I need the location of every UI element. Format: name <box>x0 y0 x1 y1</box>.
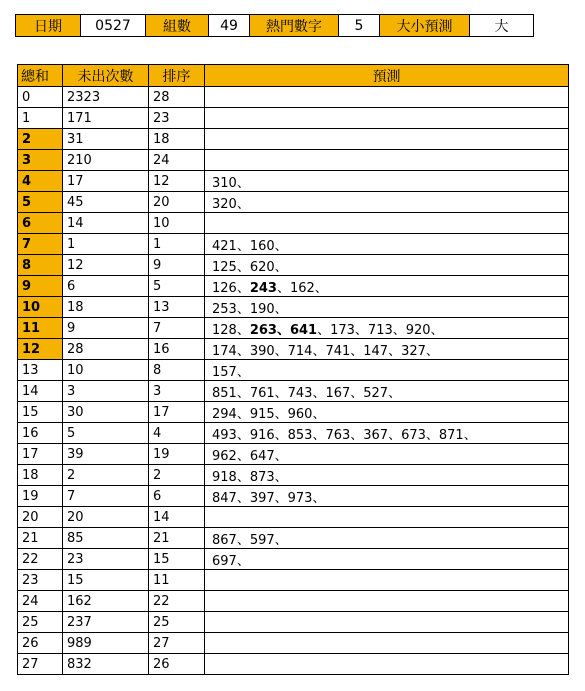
misses-cell: 85 <box>63 528 149 549</box>
prediction-cell <box>205 297 569 318</box>
misses-cell: 18 <box>63 297 149 318</box>
prediction-table <box>17 64 569 675</box>
table-row <box>18 150 569 171</box>
misses-cell: 45 <box>63 192 149 213</box>
sum-cell: 11 <box>18 318 63 339</box>
prediction-cell <box>205 402 569 423</box>
prediction-text: 320、 <box>212 196 250 212</box>
prediction-text: 、162、 <box>276 280 328 296</box>
misses-cell: 171 <box>63 108 149 129</box>
prediction-text: 157、 <box>212 364 250 380</box>
table-row <box>18 87 569 108</box>
prediction-text-bold: 243 <box>249 280 277 296</box>
sum-cell: 4 <box>18 171 63 192</box>
column-header-sum: 總和 <box>18 65 63 87</box>
prediction-cell <box>205 171 569 192</box>
rank-cell: 15 <box>149 549 205 570</box>
sum-cell: 7 <box>18 234 63 255</box>
rank-cell: 17 <box>149 402 205 423</box>
rank-cell: 10 <box>149 213 205 234</box>
sum-cell: 5 <box>18 192 63 213</box>
prediction-cell <box>205 612 569 633</box>
prediction-text: 697、 <box>212 553 250 569</box>
info-table <box>15 14 534 37</box>
rank-cell: 22 <box>149 591 205 612</box>
prediction-text: 294、915、960、 <box>212 406 326 422</box>
rank-cell: 7 <box>149 318 205 339</box>
prediction-text: 851、761、743、167、527、 <box>212 385 402 401</box>
hot-number-label: 熱門數字 <box>250 15 339 37</box>
rank-cell: 23 <box>149 108 205 129</box>
sum-cell: 23 <box>18 570 63 591</box>
table-row <box>18 213 569 234</box>
table-row <box>18 507 569 528</box>
misses-cell: 7 <box>63 486 149 507</box>
prediction-text: 962、647、 <box>212 448 288 464</box>
prediction-text: 310、 <box>212 175 250 191</box>
table-row <box>18 402 569 423</box>
table-row <box>18 465 569 486</box>
prediction-text-bold: 263、641 <box>249 322 318 338</box>
group-count-label: 組數 <box>146 15 209 37</box>
table-row <box>18 129 569 150</box>
misses-cell: 23 <box>63 549 149 570</box>
prediction-text: 128、 <box>212 322 250 338</box>
misses-cell: 2323 <box>63 87 149 108</box>
rank-cell: 26 <box>149 654 205 675</box>
prediction-cell <box>205 591 569 612</box>
rank-cell: 19 <box>149 444 205 465</box>
prediction-cell <box>205 423 569 444</box>
prediction-cell <box>205 654 569 675</box>
prediction-text: 、173、713、920、 <box>317 322 444 338</box>
misses-cell: 3 <box>63 381 149 402</box>
rank-cell: 14 <box>149 507 205 528</box>
misses-cell: 31 <box>63 129 149 150</box>
misses-cell: 2 <box>63 465 149 486</box>
prediction-cell <box>205 486 569 507</box>
table-row <box>18 318 569 339</box>
table-row <box>18 360 569 381</box>
prediction-text: 174、390、714、741、147、327、 <box>212 343 439 359</box>
sum-cell: 10 <box>18 297 63 318</box>
misses-cell: 10 <box>63 360 149 381</box>
prediction-cell <box>205 276 569 297</box>
table-row <box>18 108 569 129</box>
sum-cell: 13 <box>18 360 63 381</box>
prediction-cell <box>205 465 569 486</box>
rank-cell: 4 <box>149 423 205 444</box>
prediction-cell <box>205 381 569 402</box>
sum-cell: 21 <box>18 528 63 549</box>
prediction-text: 493、916、853、763、367、673、871、 <box>212 427 477 443</box>
prediction-cell <box>205 108 569 129</box>
sum-cell: 2 <box>18 129 63 150</box>
prediction-cell <box>205 444 569 465</box>
sum-cell: 8 <box>18 255 63 276</box>
sum-cell: 6 <box>18 213 63 234</box>
table-row <box>18 234 569 255</box>
rank-cell: 2 <box>149 465 205 486</box>
sum-cell: 1 <box>18 108 63 129</box>
rank-cell: 12 <box>149 171 205 192</box>
misses-cell: 12 <box>63 255 149 276</box>
rank-cell: 8 <box>149 360 205 381</box>
sum-cell: 20 <box>18 507 63 528</box>
prediction-text: 918、873、 <box>212 469 288 485</box>
rank-cell: 21 <box>149 528 205 549</box>
rank-cell: 28 <box>149 87 205 108</box>
misses-cell: 14 <box>63 213 149 234</box>
misses-cell: 30 <box>63 402 149 423</box>
prediction-cell <box>205 129 569 150</box>
table-row <box>18 633 569 654</box>
date-label: 日期 <box>16 15 81 37</box>
prediction-text: 421、160、 <box>212 238 288 254</box>
rank-cell: 9 <box>149 255 205 276</box>
prediction-cell <box>205 87 569 108</box>
date-value: 0527 <box>81 15 146 37</box>
prediction-text: 125、620、 <box>212 259 288 275</box>
table-body <box>18 87 569 675</box>
sum-cell: 15 <box>18 402 63 423</box>
table-row <box>18 381 569 402</box>
prediction-cell <box>205 234 569 255</box>
column-header-misses: 未出次數 <box>63 65 149 87</box>
prediction-text: 126、 <box>212 280 250 296</box>
prediction-cell <box>205 318 569 339</box>
prediction-cell <box>205 633 569 654</box>
size-prediction-value: 大 <box>470 15 534 37</box>
sum-cell: 0 <box>18 87 63 108</box>
misses-cell: 162 <box>63 591 149 612</box>
misses-cell: 28 <box>63 339 149 360</box>
table-row <box>18 444 569 465</box>
sum-cell: 24 <box>18 591 63 612</box>
sum-cell: 3 <box>18 150 63 171</box>
prediction-cell <box>205 339 569 360</box>
prediction-cell <box>205 570 569 591</box>
table-row <box>18 612 569 633</box>
rank-cell: 25 <box>149 612 205 633</box>
prediction-cell <box>205 192 569 213</box>
table-row <box>18 297 569 318</box>
misses-cell: 989 <box>63 633 149 654</box>
rank-cell: 20 <box>149 192 205 213</box>
prediction-cell <box>205 150 569 171</box>
table-row <box>18 339 569 360</box>
table-row <box>18 654 569 675</box>
sum-cell: 12 <box>18 339 63 360</box>
rank-cell: 1 <box>149 234 205 255</box>
column-header-prediction: 預測 <box>205 65 569 87</box>
misses-cell: 832 <box>63 654 149 675</box>
misses-cell: 210 <box>63 150 149 171</box>
rank-cell: 16 <box>149 339 205 360</box>
misses-cell: 20 <box>63 507 149 528</box>
column-header-rank: 排序 <box>149 65 205 87</box>
prediction-cell <box>205 528 569 549</box>
rank-cell: 13 <box>149 297 205 318</box>
misses-cell: 15 <box>63 570 149 591</box>
table-row <box>18 591 569 612</box>
prediction-text: 253、190、 <box>212 301 288 317</box>
sum-cell: 17 <box>18 444 63 465</box>
table-row <box>18 549 569 570</box>
table-row <box>18 276 569 297</box>
sum-cell: 27 <box>18 654 63 675</box>
rank-cell: 3 <box>149 381 205 402</box>
group-count-value: 49 <box>209 15 250 37</box>
table-header-row <box>18 65 569 87</box>
prediction-cell <box>205 507 569 528</box>
sum-cell: 9 <box>18 276 63 297</box>
misses-cell: 237 <box>63 612 149 633</box>
rank-cell: 18 <box>149 129 205 150</box>
table-row <box>18 255 569 276</box>
prediction-cell <box>205 360 569 381</box>
prediction-text: 847、397、973、 <box>212 490 326 506</box>
misses-cell: 6 <box>63 276 149 297</box>
sum-cell: 14 <box>18 381 63 402</box>
table-row <box>18 423 569 444</box>
rank-cell: 6 <box>149 486 205 507</box>
prediction-cell <box>205 213 569 234</box>
sum-cell: 18 <box>18 465 63 486</box>
table-row <box>18 171 569 192</box>
misses-cell: 1 <box>63 234 149 255</box>
prediction-cell <box>205 549 569 570</box>
misses-cell: 17 <box>63 171 149 192</box>
table-row <box>18 570 569 591</box>
prediction-cell <box>205 255 569 276</box>
rank-cell: 27 <box>149 633 205 654</box>
misses-cell: 5 <box>63 423 149 444</box>
table-row <box>18 192 569 213</box>
hot-number-value: 5 <box>339 15 380 37</box>
rank-cell: 24 <box>149 150 205 171</box>
sum-cell: 26 <box>18 633 63 654</box>
prediction-text: 867、597、 <box>212 532 288 548</box>
rank-cell: 11 <box>149 570 205 591</box>
sum-cell: 25 <box>18 612 63 633</box>
misses-cell: 39 <box>63 444 149 465</box>
table-row <box>18 486 569 507</box>
size-prediction-label: 大小預測 <box>380 15 470 37</box>
sum-cell: 22 <box>18 549 63 570</box>
sum-cell: 16 <box>18 423 63 444</box>
misses-cell: 9 <box>63 318 149 339</box>
sum-cell: 19 <box>18 486 63 507</box>
table-row <box>18 528 569 549</box>
rank-cell: 5 <box>149 276 205 297</box>
